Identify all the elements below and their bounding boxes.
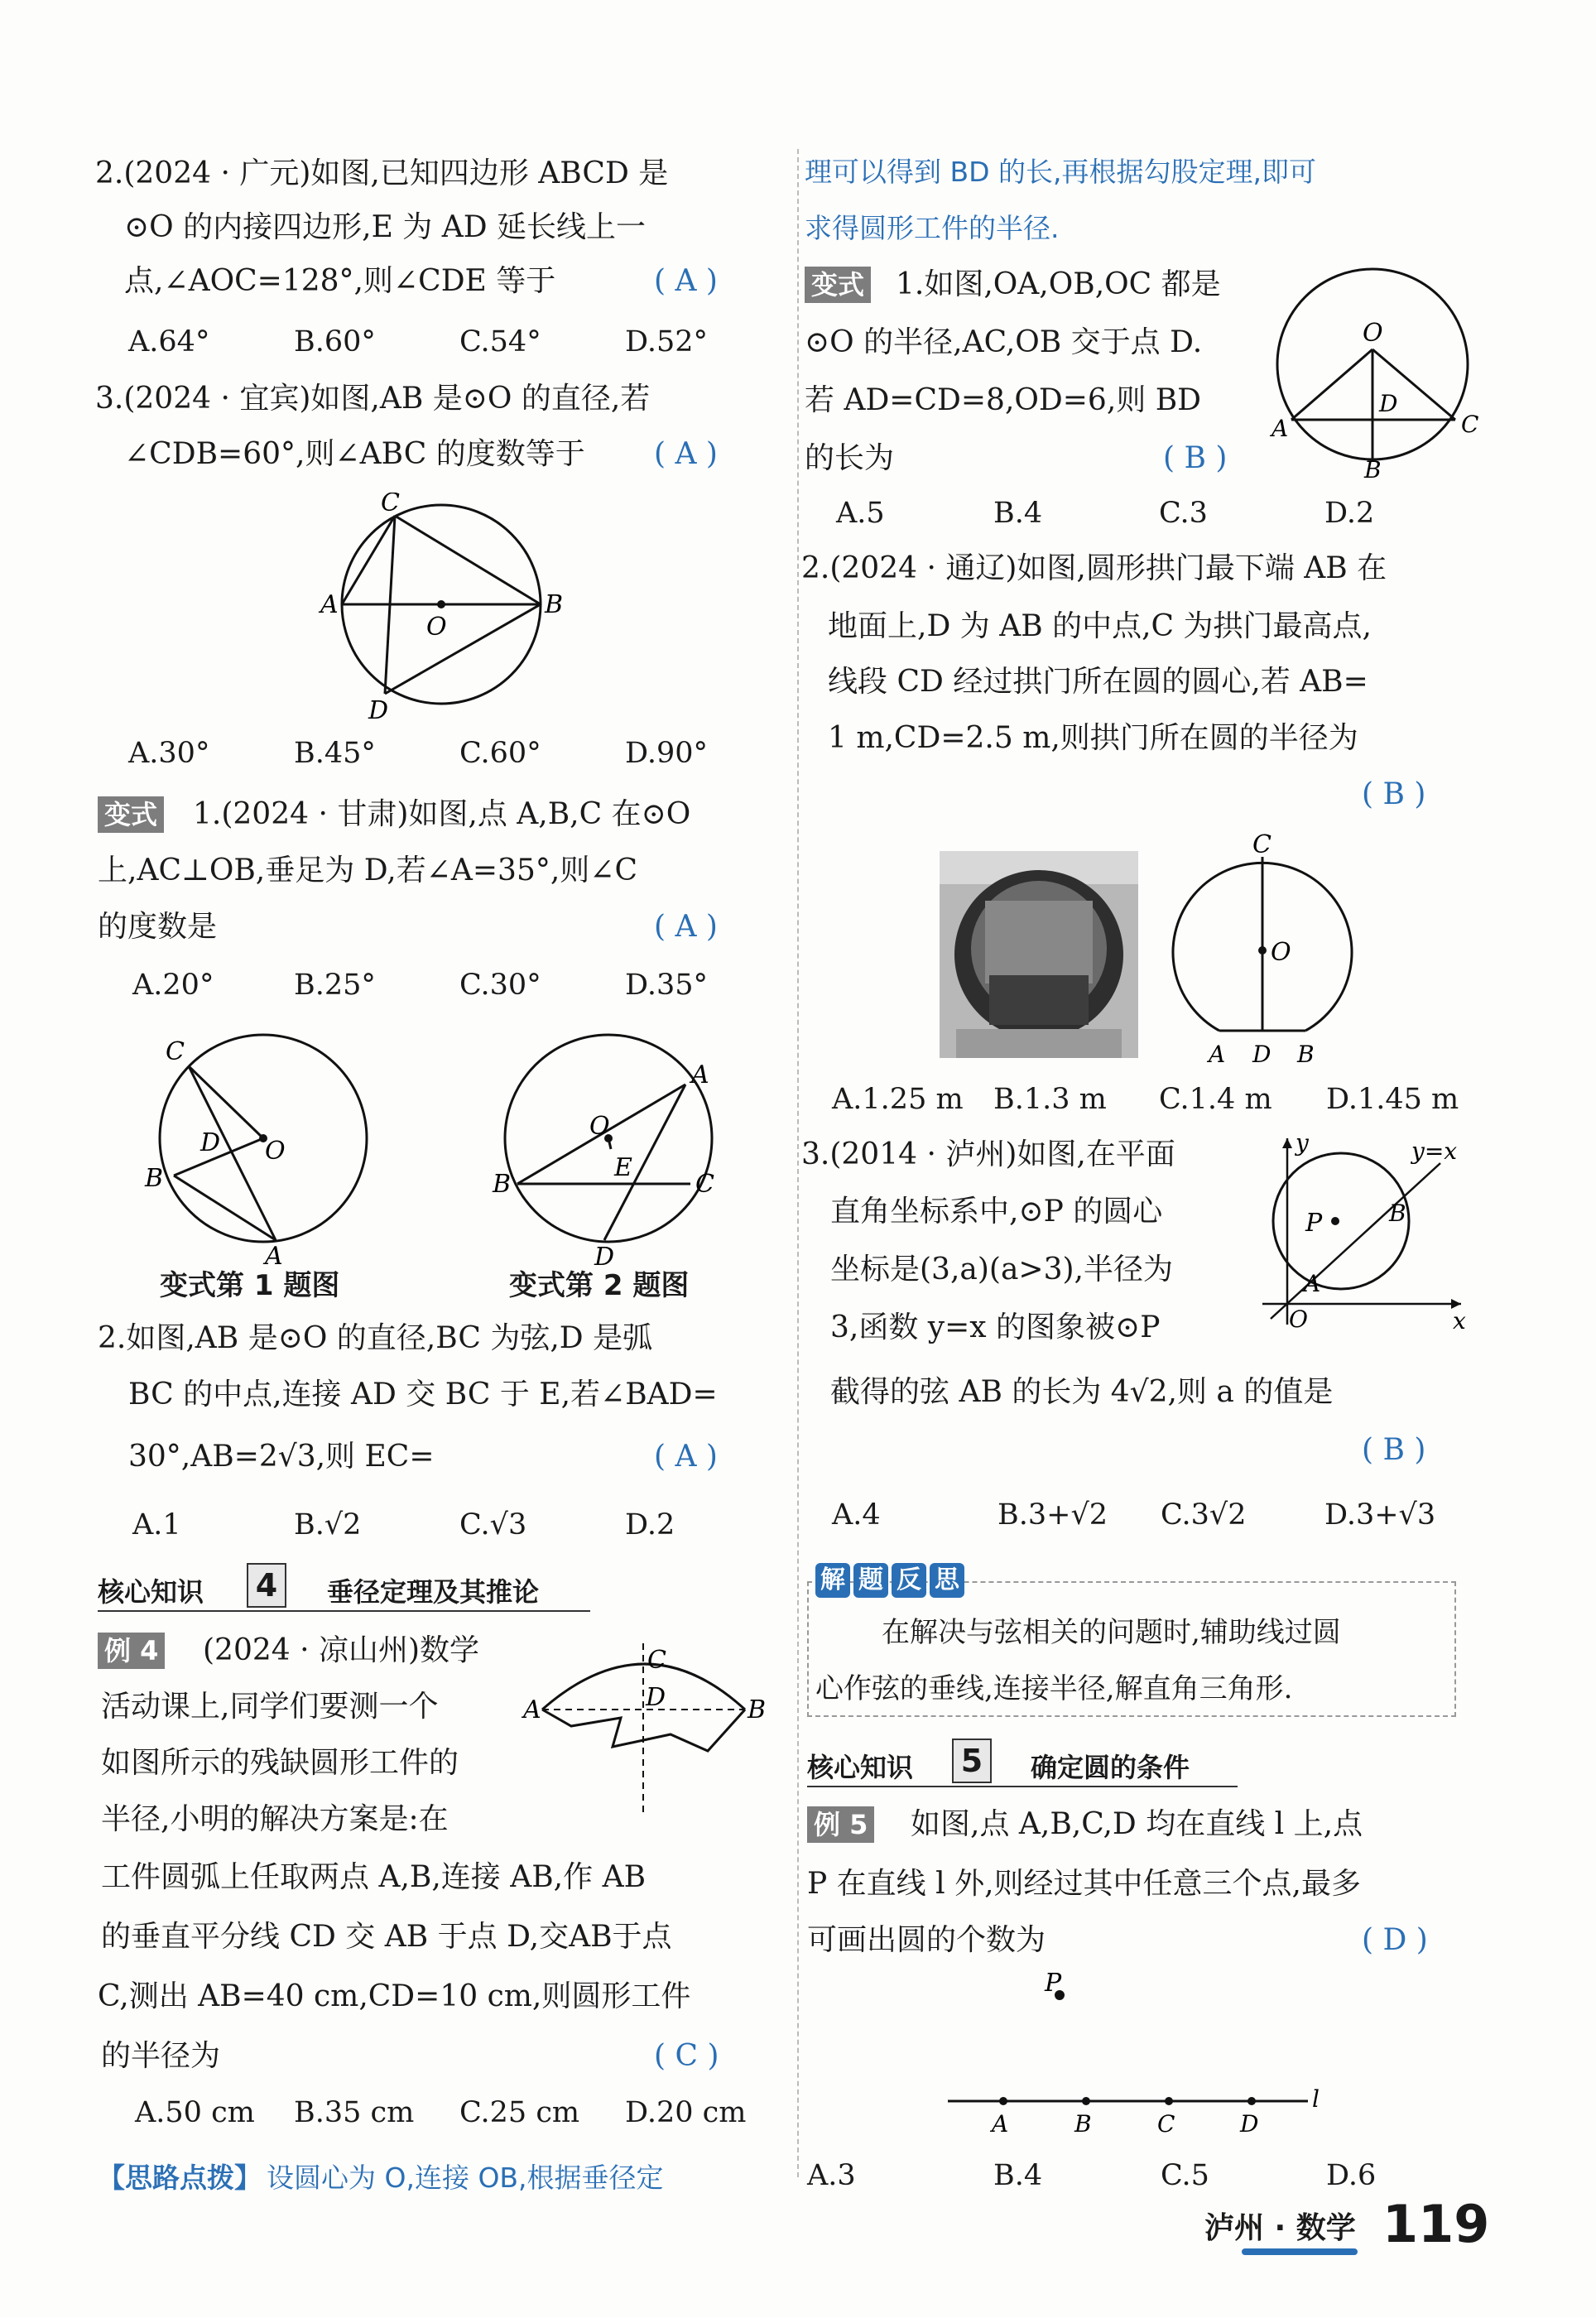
svg-text:D: D (1252, 1041, 1272, 1068)
svg-text:C: C (1157, 2110, 1175, 2136)
v2-option-a: A.1 (132, 1508, 181, 1541)
rq3-option-b: B.3+√2 (997, 1498, 1108, 1532)
ex4-answer: ( C ) (654, 2039, 719, 2073)
section-5-title: 确定圆的条件 (1031, 1752, 1190, 1783)
hint-cont-line2: 求得圆形工件的半径. (805, 212, 1060, 244)
svg-text:D: D (1379, 390, 1398, 417)
q2-option-a: A.64° (128, 325, 210, 358)
v1-option-c: C.30° (459, 969, 541, 1002)
q3-option-c: C.60° (459, 737, 541, 770)
q3-answer: ( A ) (654, 437, 718, 471)
section-4-title: 垂径定理及其推论 (327, 1576, 540, 1608)
variant-2-figure (488, 1027, 737, 1267)
ex5-option-b: B.4 (993, 2159, 1043, 2192)
rv1-line2: ⊙O 的半径,AC,OB 交于点 D. (805, 325, 1203, 359)
v1-line1: 1.(2024 · 甘肃)如图,点 A,B,C 在⊙O (193, 797, 691, 831)
svg-text:B: B (545, 590, 564, 619)
v1-option-a: A.20° (132, 969, 214, 1002)
svg-text:O: O (1271, 938, 1291, 967)
svg-text:O: O (426, 613, 447, 642)
svg-text:E: E (614, 1153, 632, 1182)
svg-text:A: A (1272, 415, 1289, 442)
svg-text:O: O (1289, 1306, 1308, 1333)
section-4-number: 4 (247, 1563, 286, 1608)
footer-accent-bar (1242, 2248, 1358, 2255)
reflection-char-1: 解 (815, 1563, 850, 1598)
rv1-answer: ( B ) (1163, 441, 1228, 475)
svg-text:A: A (265, 1242, 283, 1267)
rq2-line4: 1 m,CD=2.5 m,则拱门所在圆的半径为 (828, 721, 1358, 755)
column-divider (797, 149, 799, 2177)
ex4-line2: 活动课上,同学们要测一个 (101, 1690, 439, 1724)
rq3-line3: 坐标是(3,a)(a>3),半径为 (830, 1253, 1173, 1286)
q3-option-b: B.45° (294, 737, 376, 770)
svg-text:O: O (1363, 319, 1383, 348)
q2-line3: 点,∠AOC=128°,则∠CDE 等于 (124, 264, 556, 298)
section-4-underline (98, 1610, 590, 1612)
ex4-option-a: A.50 cm (135, 2096, 255, 2129)
coordinate-figure (1254, 1130, 1478, 1333)
svg-text:l: l (1312, 2085, 1320, 2113)
variant-2-caption: 变式第 2 题图 (509, 1269, 690, 1302)
q3-figure (310, 493, 584, 724)
ex5-option-d: D.6 (1326, 2159, 1377, 2192)
footer-text: 泸州 · 数学 (1204, 2211, 1356, 2245)
rq3-line1: 3.(2014 · 泸州)如图,在平面 (801, 1137, 1175, 1171)
right-variant-1-figure (1265, 258, 1480, 478)
svg-text:D: D (646, 1683, 666, 1712)
v2-line2: BC 的中点,连接 AD 交 BC 于 E,若∠BAD= (128, 1378, 718, 1411)
svg-text:C: C (381, 493, 400, 517)
svg-text:A: A (523, 1695, 541, 1724)
rv1-line3: 若 AD=CD=8,OD=6,则 BD (805, 383, 1202, 417)
rv1-option-a: A.5 (836, 497, 885, 530)
q2-option-c: C.54° (459, 325, 541, 358)
v1-option-d: D.35° (625, 969, 708, 1002)
rv1-line4: 的长为 (805, 441, 895, 475)
section-5-label: 核心知识 (807, 1752, 914, 1783)
variant-1-caption: 变式第 1 题图 (160, 1269, 340, 1302)
v2-line3: 30°,AB=2√3,则 EC= (128, 1440, 435, 1474)
q3-option-a: A.30° (128, 737, 210, 770)
svg-text:x: x (1453, 1307, 1466, 1333)
example-4-figure (522, 1635, 770, 1825)
q2-line2: ⊙O 的内接四边形,E 为 AD 延长线上一 (124, 210, 647, 244)
q2-option-d: D.52° (625, 325, 708, 358)
svg-text:A: A (992, 2110, 1009, 2136)
section-5-number: 5 (952, 1738, 992, 1783)
rq3-line4: 3,函数 y=x 的图象被⊙P (830, 1310, 1161, 1344)
svg-text:C: C (166, 1037, 185, 1066)
svg-text:B: B (493, 1170, 512, 1199)
ex5-option-c: C.5 (1161, 2159, 1209, 2192)
ex4-line4: 半径,小明的解决方案是:在 (101, 1802, 449, 1836)
v2-line1: 2.如图,AB 是⊙O 的直径,BC 为弦,D 是弧 (98, 1321, 653, 1355)
rq2-line1: 2.(2024 · 通辽)如图,圆形拱门最下端 AB 在 (801, 551, 1387, 585)
v2-option-c: C.√3 (459, 1508, 527, 1541)
ex4-option-c: C.25 cm (459, 2096, 580, 2129)
svg-text:A: A (1209, 1041, 1226, 1068)
reflection-char-4: 思 (930, 1563, 964, 1598)
svg-text:O: O (589, 1112, 610, 1141)
svg-text:B: B (145, 1164, 164, 1193)
ex5-line1: 如图,点 A,B,C,D 均在直线 l 上,点 (911, 1807, 1363, 1841)
ex4-line7: C,测出 AB=40 cm,CD=10 cm,则圆形工件 (98, 1979, 691, 2013)
reflection-line1: 在解决与弦相关的问题时,辅助线过圆 (882, 1616, 1341, 1649)
svg-text:O: O (265, 1137, 286, 1166)
variant-1-figure (141, 1027, 389, 1267)
rq3-line5: 截得的弦 AB 的长为 4√2,则 a 的值是 (830, 1375, 1334, 1409)
svg-text:D: D (200, 1128, 221, 1157)
svg-text:D: D (594, 1243, 615, 1267)
ex4-line3: 如图所示的残缺圆形工件的 (101, 1746, 459, 1780)
q3-option-d: D.90° (625, 737, 708, 770)
section-5-underline (807, 1786, 1238, 1787)
reflection-line2: 心作弦的垂线,连接半径,解直角三角形. (815, 1672, 1293, 1705)
hint-text: 设圆心为 O,连接 OB,根据垂径定 (267, 2162, 664, 2194)
v1-answer: ( A ) (654, 910, 718, 944)
rq2-line3: 线段 CD 经过拱门所在圆的圆心,若 AB= (828, 665, 1368, 699)
q2-answer: ( A ) (654, 264, 718, 298)
svg-text:B: B (1389, 1200, 1406, 1227)
rq3-option-c: C.3√2 (1161, 1498, 1247, 1532)
rq2-option-b: B.1.3 m (993, 1083, 1107, 1116)
q3-line2: ∠CDB=60°,则∠ABC 的度数等于 (124, 437, 585, 471)
page-number: 119 (1382, 2194, 1490, 2254)
rv1-option-c: C.3 (1159, 497, 1208, 530)
ex5-option-a: A.3 (807, 2159, 856, 2192)
ex4-option-b: B.35 cm (294, 2096, 415, 2129)
svg-text:B: B (1297, 1041, 1315, 1068)
rv1-line1: 1.如图,OA,OB,OC 都是 (896, 267, 1221, 301)
svg-text:C: C (1252, 832, 1272, 859)
arch-figure (1155, 832, 1370, 1068)
rq2-option-a: A.1.25 m (832, 1083, 964, 1116)
q2-option-b: B.60° (294, 325, 376, 358)
variant-tag: 变式 (98, 796, 164, 833)
v2-answer: ( A ) (654, 1440, 718, 1474)
example-4-tag: 例 4 (98, 1633, 165, 1669)
svg-text:B: B (1074, 2110, 1092, 2136)
ex5-answer: ( D ) (1362, 1923, 1428, 1957)
v1-line3: 的度数是 (98, 910, 218, 944)
hint-label: 【思路点拨】 (98, 2162, 262, 2194)
svg-text:C: C (647, 1646, 666, 1675)
svg-text:B: B (748, 1695, 767, 1724)
rq2-line2: 地面上,D 为 AB 的中点,C 为拱门最高点, (828, 609, 1372, 643)
ex4-line1: (2024 · 凉山州)数学 (203, 1633, 480, 1667)
svg-text:C: C (695, 1170, 714, 1199)
svg-text:A: A (691, 1060, 709, 1089)
arch-photo (940, 851, 1138, 1058)
v1-line2: 上,AC⊥OB,垂足为 D,若∠A=35°,则∠C (98, 854, 638, 887)
ex5-line3: 可画出圆的个数为 (807, 1923, 1046, 1957)
svg-text:y: y (1296, 1130, 1309, 1157)
example-5-tag: 例 5 (807, 1806, 874, 1843)
rq2-answer: ( B ) (1362, 777, 1426, 811)
reflection-char-3: 反 (892, 1563, 926, 1598)
rq3-option-a: A.4 (832, 1498, 881, 1532)
right-variant-tag: 变式 (805, 267, 871, 303)
v2-option-b: B.√2 (294, 1508, 362, 1541)
q3-line1: 3.(2024 · 宜宾)如图,AB 是⊙O 的直径,若 (95, 382, 651, 416)
svg-text:D: D (1240, 2110, 1259, 2136)
svg-text:D: D (368, 696, 389, 724)
reflection-char-2: 题 (853, 1563, 888, 1598)
q2-line1: 2.(2024 · 广元)如图,已知四边形 ABCD 是 (95, 156, 669, 190)
svg-text:P: P (1305, 1209, 1323, 1238)
ex4-line6: 的垂直平分线 CD 交 AB 于点 D,交AB于点 (101, 1920, 672, 1954)
rq3-answer: ( B ) (1362, 1433, 1426, 1467)
reflection-title (815, 1563, 964, 1598)
svg-text:C: C (1461, 411, 1479, 438)
rq3-line2: 直角坐标系中,⊙P 的圆心 (830, 1195, 1163, 1229)
svg-text:P: P (1045, 1970, 1062, 1998)
rv1-option-d: D.2 (1324, 497, 1375, 530)
rv1-option-b: B.4 (993, 497, 1043, 530)
v1-option-b: B.25° (294, 969, 376, 1002)
rq2-option-c: C.1.4 m (1159, 1083, 1272, 1116)
section-4-label: 核心知识 (98, 1576, 204, 1608)
v2-option-d: D.2 (625, 1508, 675, 1541)
ex4-option-d: D.20 cm (625, 2096, 747, 2129)
svg-text:y=x: y=x (1411, 1137, 1458, 1165)
ex5-line2: P 在直线 l 外,则经过其中任意三个点,最多 (807, 1867, 1361, 1901)
rq3-option-d: D.3+√3 (1324, 1498, 1436, 1532)
svg-text:A: A (320, 590, 339, 619)
svg-text:A: A (1304, 1270, 1321, 1297)
ex4-line5: 工件圆弧上任取两点 A,B,连接 AB,作 AB (101, 1860, 647, 1894)
ex4-line8: 的半径为 (101, 2039, 221, 2073)
rq2-option-d: D.1.45 m (1326, 1083, 1459, 1116)
hint-cont-line1: 理可以得到 BD 的长,再根据勾股定理,即可 (805, 156, 1317, 188)
example-5-figure (935, 1970, 1333, 2136)
svg-text:B: B (1364, 456, 1382, 478)
